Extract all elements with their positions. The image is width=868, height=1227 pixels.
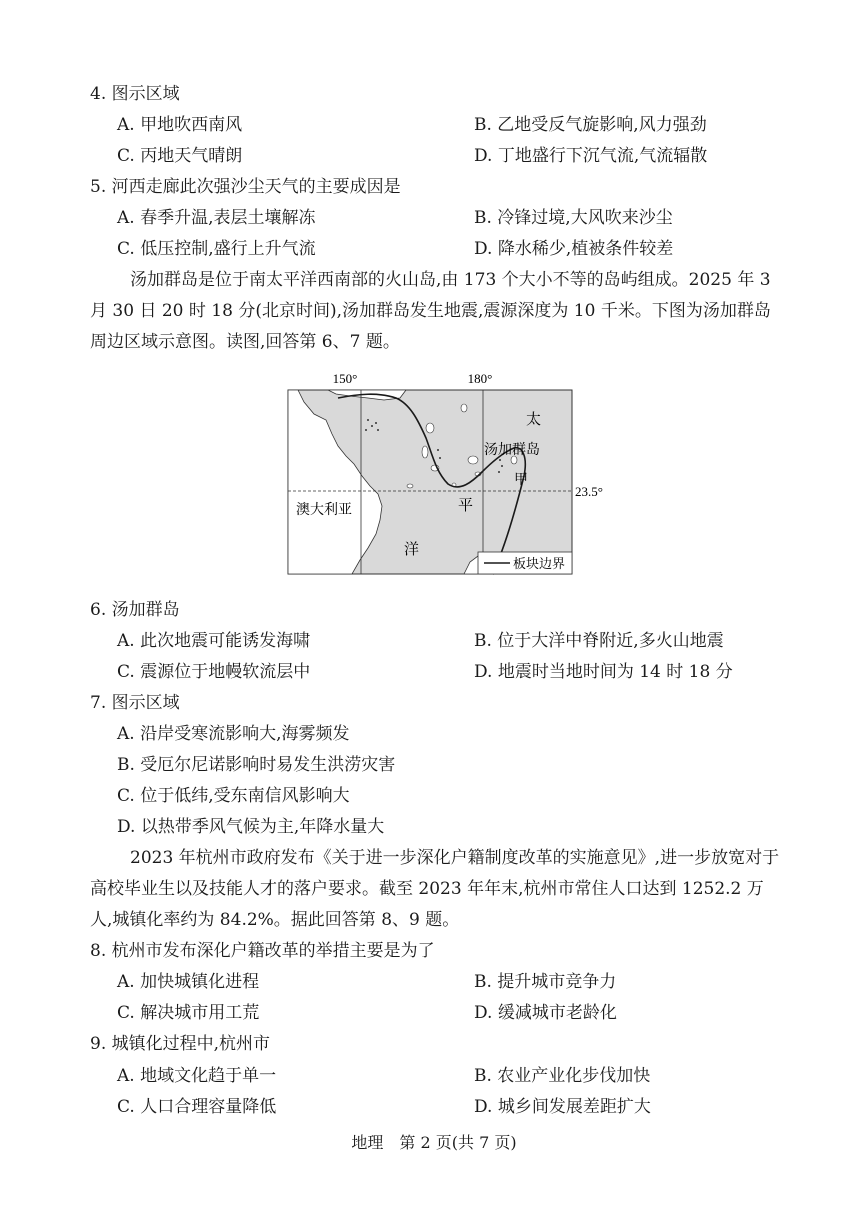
q9-option-d: D. 城乡间发展差距扩大 [474,1097,651,1117]
q7-option-d: D. 以热带季风气候为主,年降水量大 [117,817,385,837]
q5-option-a: A. 春季升温,表层土壤解冻 [117,208,316,228]
q4-stem: 4. 图示区域 [90,84,180,104]
q9-option-c: C. 人口合理容量降低 [117,1097,277,1117]
q8-option-b: B. 提升城市竞争力 [474,972,617,992]
q5-option-d: D. 降水稀少,植被条件较差 [474,239,674,259]
q9-option-a: A. 地域文化趋于单一 [117,1066,277,1086]
lon-180-label: 180° [467,371,493,386]
map-label-tai: 太 [526,412,542,428]
passage1-line3: 周边区域示意图。读图,回答第 6、7 题。 [90,332,400,352]
q5-stem: 5. 河西走廊此次强沙尘天气的主要成因是 [90,177,401,197]
lat-23-5-label: 23.5° [575,484,603,499]
tonga-region-map [280,368,610,580]
q6-stem: 6. 汤加群岛 [90,600,180,620]
passage1-line1: 汤加群岛是位于南太平洋西南部的火山岛,由 173 个大小不等的岛屿组成。2025 年 3 [130,270,771,290]
page-footer: 地理 第 2 页(共 7 页) [351,1133,517,1152]
q6-option-c: C. 震源位于地幔软流层中 [117,662,311,682]
q9-stem: 9. 城镇化过程中,杭州市 [90,1034,271,1054]
q4-option-d: D. 丁地盛行下沉气流,气流辐散 [474,146,708,166]
q7-option-b: B. 受厄尔尼诺影响时易发生洪涝灾害 [117,755,396,775]
q8-stem: 8. 杭州市发布深化户籍改革的举措主要是为了 [90,941,435,961]
q6-option-d: D. 地震时当地时间为 14 时 18 分 [474,662,733,682]
q9-option-b: B. 农业产业化步伐加快 [474,1066,651,1086]
passage2-line1: 2023 年杭州市政府发布《关于进一步深化户籍制度改革的实施意见》,进一步放宽对于 [130,848,780,868]
q8-option-c: C. 解决城市用工荒 [117,1003,260,1023]
q8-option-d: D. 缓减城市老龄化 [474,1003,617,1023]
map-label-tonga: 汤加群岛 [484,443,540,458]
map-label-yang: 洋 [404,542,420,558]
q4-option-c: C. 丙地天气晴朗 [117,146,243,166]
q6-option-b: B. 位于大洋中脊附近,多火山地震 [474,631,724,651]
q7-option-c: C. 位于低纬,受东南信风影响大 [117,786,350,806]
q4-option-b: B. 乙地受反气旋影响,风力强劲 [474,115,707,135]
legend-label: 板块边界 [513,556,566,571]
passage1-line2: 月 30 日 20 时 18 分(北京时间),汤加群岛发生地震,震源深度为 10 千米。下图为汤加群岛 [90,301,771,321]
passage2-line2: 高校毕业生以及技能人才的落户要求。截至 2023 年年末,杭州市常住人口达到 1252.2 万 [90,879,764,899]
lon-150-label: 150° [332,371,358,386]
q7-option-a: A. 沿岸受寒流影响大,海雾频发 [117,724,350,744]
q5-option-c: C. 低压控制,盛行上升气流 [117,239,316,259]
q6-option-a: A. 此次地震可能诱发海啸 [117,631,311,651]
q5-option-b: B. 冷锋过境,大风吹来沙尘 [474,208,673,228]
q7-stem: 7. 图示区域 [90,693,180,713]
q8-option-a: A. 加快城镇化进程 [117,972,260,992]
q4-option-a: A. 甲地吹西南风 [117,115,243,135]
map-label-jia: 甲 [514,473,528,488]
passage2-line3: 人,城镇化率约为 84.2%。据此回答第 8、9 题。 [90,910,460,930]
map-label-ping: 平 [458,498,474,514]
map-label-australia: 澳大利亚 [296,503,352,518]
